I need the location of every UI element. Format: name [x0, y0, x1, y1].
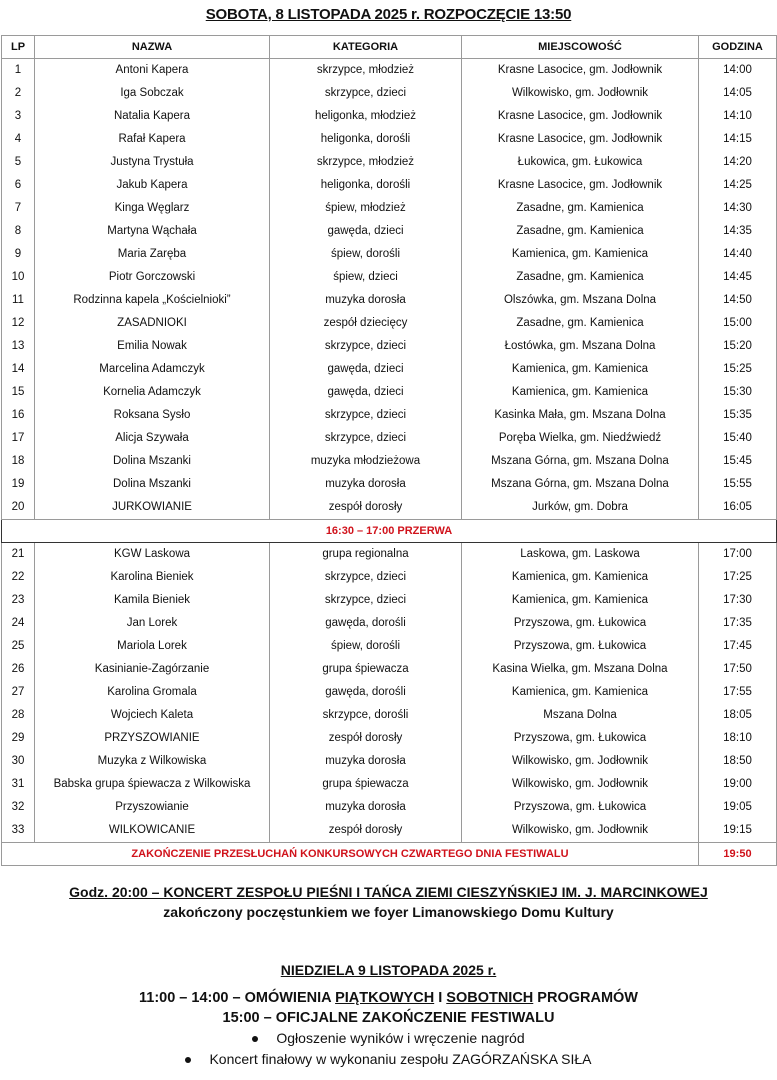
cell-lp: 5	[2, 151, 35, 174]
sunday-line-1-friday: PIĄTKOWYCH	[335, 990, 435, 1006]
cell-place: Wilkowisko, gm. Jodłownik	[462, 82, 699, 105]
cell-time: 15:40	[699, 427, 777, 450]
cell-lp: 9	[2, 243, 35, 266]
cell-place: Przyszowa, gm. Łukowica	[462, 635, 699, 658]
cell-category: skrzypce, dzieci	[270, 82, 462, 105]
table-row	[2, 473, 777, 496]
cell-place: Zasadne, gm. Kamienica	[462, 266, 699, 289]
cell-lp: 24	[2, 612, 35, 635]
cell-time: 14:10	[699, 105, 777, 128]
cell-place: Mszana Górna, gm. Mszana Dolna	[462, 450, 699, 473]
cell-time: 14:15	[699, 128, 777, 151]
cell-name: JURKOWIANIE	[35, 496, 270, 520]
header-lp: LP	[2, 36, 35, 59]
cell-category: śpiew, młodzież	[270, 197, 462, 220]
cell-category: gawęda, dorośli	[270, 681, 462, 704]
cell-category: gawęda, dzieci	[270, 358, 462, 381]
cell-name: Maria Zaręba	[35, 243, 270, 266]
cell-name: Kinga Węglarz	[35, 197, 270, 220]
sunday-line-2: 15:00 – OFICJALNE ZAKOŃCZENIE FESTIWALU	[222, 1010, 555, 1026]
cell-time: 15:35	[699, 404, 777, 427]
cell-category: gawęda, dorośli	[270, 612, 462, 635]
end-row	[2, 843, 777, 866]
cell-time: 14:35	[699, 220, 777, 243]
header-category: KATEGORIA	[270, 36, 462, 59]
cell-lp: 31	[2, 773, 35, 796]
table-row	[2, 589, 777, 612]
table-row	[2, 496, 777, 520]
cell-place: Kamienica, gm. Kamienica	[462, 566, 699, 589]
cell-place: Krasne Lasocice, gm. Jodłownik	[462, 174, 699, 197]
cell-place: Krasne Lasocice, gm. Jodłownik	[462, 59, 699, 83]
cell-lp: 14	[2, 358, 35, 381]
table-row	[2, 358, 777, 381]
cell-name: Muzyka z Wilkowiska	[35, 750, 270, 773]
cell-lp: 6	[2, 174, 35, 197]
cell-lp: 12	[2, 312, 35, 335]
cell-category: śpiew, dorośli	[270, 635, 462, 658]
cell-name: Jakub Kapera	[35, 174, 270, 197]
cell-place: Krasne Lasocice, gm. Jodłownik	[462, 128, 699, 151]
cell-name: Rafał Kapera	[35, 128, 270, 151]
cell-lp: 27	[2, 681, 35, 704]
cell-place: Zasadne, gm. Kamienica	[462, 312, 699, 335]
cell-name: Justyna Trystuła	[35, 151, 270, 174]
cell-time: 15:30	[699, 381, 777, 404]
cell-place: Zasadne, gm. Kamienica	[462, 220, 699, 243]
cell-time: 17:55	[699, 681, 777, 704]
concert-info	[0, 882, 777, 922]
cell-time: 15:45	[699, 450, 777, 473]
cell-lp: 26	[2, 658, 35, 681]
cell-time: 18:10	[699, 727, 777, 750]
cell-lp: 32	[2, 796, 35, 819]
cell-name: Natalia Kapera	[35, 105, 270, 128]
table-row	[2, 450, 777, 473]
cell-place: Kamienica, gm. Kamienica	[462, 243, 699, 266]
sunday-line-1	[0, 988, 777, 1008]
cell-category: skrzypce, dzieci	[270, 566, 462, 589]
cell-time: 19:00	[699, 773, 777, 796]
cell-name: Marcelina Adamczyk	[35, 358, 270, 381]
cell-place: Przyszowa, gm. Łukowica	[462, 796, 699, 819]
cell-time: 14:00	[699, 59, 777, 83]
cell-category: zespół dorosły	[270, 496, 462, 520]
break-row	[2, 520, 777, 543]
cell-lp: 10	[2, 266, 35, 289]
table-row	[2, 128, 777, 151]
cell-lp: 19	[2, 473, 35, 496]
cell-time: 15:20	[699, 335, 777, 358]
table-row	[2, 681, 777, 704]
cell-name: Wojciech Kaleta	[35, 704, 270, 727]
cell-lp: 2	[2, 82, 35, 105]
end-time: 19:50	[699, 843, 777, 866]
cell-time: 18:05	[699, 704, 777, 727]
cell-category: grupa śpiewacza	[270, 658, 462, 681]
cell-time: 14:45	[699, 266, 777, 289]
break-label: 16:30 – 17:00 PRZERWA	[2, 520, 777, 543]
cell-time: 14:25	[699, 174, 777, 197]
table-row	[2, 151, 777, 174]
table-row	[2, 750, 777, 773]
cell-time: 14:40	[699, 243, 777, 266]
sunday-line-1-prefix: 11:00 – 14:00 – OMÓWIENIA	[138, 990, 336, 1006]
cell-place: Kamienica, gm. Kamienica	[462, 358, 699, 381]
cell-name: Karolina Gromala	[35, 681, 270, 704]
cell-category: zespół dziecięcy	[270, 312, 462, 335]
sunday-line-1-mid: I	[434, 990, 447, 1006]
page-title: SOBOTA, 8 LISTOPADA 2025 r. ROZPOCZĘCIE 13:50	[205, 6, 572, 23]
bullet-icon	[252, 1036, 258, 1042]
bullet-text: Koncert finałowy w wykonaniu zespołu ZAGÓRZAŃSKA SIŁA	[209, 1051, 592, 1067]
list-item	[0, 1028, 777, 1049]
cell-place: Łostówka, gm. Mszana Dolna	[462, 335, 699, 358]
cell-place: Kasinka Mała, gm. Mszana Dolna	[462, 404, 699, 427]
header-place: MIEJSCOWOŚĆ	[462, 36, 699, 59]
cell-lp: 1	[2, 59, 35, 83]
cell-lp: 16	[2, 404, 35, 427]
cell-lp: 11	[2, 289, 35, 312]
cell-time: 15:25	[699, 358, 777, 381]
cell-time: 14:30	[699, 197, 777, 220]
cell-name: Babska grupa śpiewacza z Wilkowiska	[35, 773, 270, 796]
cell-category: gawęda, dzieci	[270, 381, 462, 404]
cell-lp: 28	[2, 704, 35, 727]
cell-name: Kasinianie-Zagórzanie	[35, 658, 270, 681]
table-row	[2, 404, 777, 427]
cell-category: heligonka, młodzież	[270, 105, 462, 128]
table-row	[2, 220, 777, 243]
cell-category: skrzypce, młodzież	[270, 151, 462, 174]
list-item	[0, 1049, 777, 1070]
sunday-line-1-suffix: PROGRAMÓW	[533, 990, 638, 1006]
table-row	[2, 335, 777, 358]
cell-lp: 21	[2, 543, 35, 567]
cell-name: Kornelia Adamczyk	[35, 381, 270, 404]
cell-name: Przyszowianie	[35, 796, 270, 819]
cell-place: Kamienica, gm. Kamienica	[462, 589, 699, 612]
table-row	[2, 612, 777, 635]
cell-place: Wilkowisko, gm. Jodłownik	[462, 819, 699, 843]
cell-category: muzyka dorosła	[270, 289, 462, 312]
table-row	[2, 427, 777, 450]
cell-category: heligonka, dorośli	[270, 128, 462, 151]
cell-time: 14:05	[699, 82, 777, 105]
cell-place: Mszana Dolna	[462, 704, 699, 727]
cell-lp: 3	[2, 105, 35, 128]
end-label: ZAKOŃCZENIE PRZESŁUCHAŃ KONKURSOWYCH CZWARTEGO DNIA FESTIWALU	[2, 843, 699, 866]
table-row	[2, 174, 777, 197]
table-row	[2, 819, 777, 843]
cell-lp: 15	[2, 381, 35, 404]
cell-place: Kasina Wielka, gm. Mszana Dolna	[462, 658, 699, 681]
cell-category: skrzypce, dorośli	[270, 704, 462, 727]
table-row	[2, 566, 777, 589]
cell-name: Mariola Lorek	[35, 635, 270, 658]
cell-time: 14:50	[699, 289, 777, 312]
cell-time: 17:30	[699, 589, 777, 612]
cell-place: Kamienica, gm. Kamienica	[462, 681, 699, 704]
cell-lp: 8	[2, 220, 35, 243]
sunday-day-heading: NIEDZIELA 9 LISTOPADA 2025 r.	[280, 962, 497, 978]
cell-category: skrzypce, dzieci	[270, 589, 462, 612]
cell-place: Wilkowisko, gm. Jodłownik	[462, 750, 699, 773]
cell-category: gawęda, dzieci	[270, 220, 462, 243]
cell-lp: 23	[2, 589, 35, 612]
cell-time: 14:20	[699, 151, 777, 174]
cell-lp: 7	[2, 197, 35, 220]
cell-name: PRZYSZOWIANIE	[35, 727, 270, 750]
table-row	[2, 773, 777, 796]
cell-category: grupa regionalna	[270, 543, 462, 567]
cell-name: KGW Laskowa	[35, 543, 270, 567]
sunday-line-1-saturday: SOBOTNICH	[446, 990, 534, 1006]
cell-time: 19:05	[699, 796, 777, 819]
cell-name: Antoni Kapera	[35, 59, 270, 83]
cell-category: muzyka dorosła	[270, 796, 462, 819]
cell-time: 18:50	[699, 750, 777, 773]
cell-place: Jurków, gm. Dobra	[462, 496, 699, 520]
table-row	[2, 658, 777, 681]
cell-category: muzyka dorosła	[270, 750, 462, 773]
table-row	[2, 796, 777, 819]
cell-time: 17:45	[699, 635, 777, 658]
cell-name: Martyna Wąchała	[35, 220, 270, 243]
cell-time: 17:35	[699, 612, 777, 635]
cell-name: Emilia Nowak	[35, 335, 270, 358]
cell-name: Alicja Szywała	[35, 427, 270, 450]
cell-category: skrzypce, dzieci	[270, 404, 462, 427]
cell-name: Kamila Bieniek	[35, 589, 270, 612]
cell-category: grupa śpiewacza	[270, 773, 462, 796]
cell-time: 15:55	[699, 473, 777, 496]
sunday-program	[0, 962, 777, 1070]
break-section	[2, 520, 777, 543]
cell-category: śpiew, dorośli	[270, 243, 462, 266]
header-name: NAZWA	[35, 36, 270, 59]
cell-category: zespół dorosły	[270, 819, 462, 843]
cell-name: Roksana Sysło	[35, 404, 270, 427]
cell-lp: 22	[2, 566, 35, 589]
cell-name: Jan Lorek	[35, 612, 270, 635]
cell-category: heligonka, dorośli	[270, 174, 462, 197]
concert-line-2: zakończony poczęstunkiem we foyer Limanowskiego Domu Kultury	[163, 904, 614, 920]
table-row	[2, 727, 777, 750]
table-row	[2, 289, 777, 312]
cell-lp: 13	[2, 335, 35, 358]
table-row	[2, 243, 777, 266]
table-row	[2, 381, 777, 404]
bullet-icon	[185, 1057, 191, 1063]
cell-category: skrzypce, młodzież	[270, 59, 462, 83]
cell-lp: 29	[2, 727, 35, 750]
cell-name: Karolina Bieniek	[35, 566, 270, 589]
cell-lp: 4	[2, 128, 35, 151]
cell-place: Przyszowa, gm. Łukowica	[462, 727, 699, 750]
cell-category: muzyka młodzieżowa	[270, 450, 462, 473]
cell-place: Mszana Górna, gm. Mszana Dolna	[462, 473, 699, 496]
end-section	[2, 843, 777, 866]
table-header-row	[2, 36, 777, 59]
table-row	[2, 312, 777, 335]
cell-time: 17:00	[699, 543, 777, 567]
cell-place: Zasadne, gm. Kamienica	[462, 197, 699, 220]
cell-place: Poręba Wielka, gm. Niedźwiedź	[462, 427, 699, 450]
cell-lp: 18	[2, 450, 35, 473]
cell-category: muzyka dorosła	[270, 473, 462, 496]
schedule-part-1	[2, 59, 777, 520]
schedule-table	[1, 35, 777, 866]
cell-lp: 25	[2, 635, 35, 658]
table-row	[2, 704, 777, 727]
cell-name: Iga Sobczak	[35, 82, 270, 105]
cell-lp: 33	[2, 819, 35, 843]
cell-category: skrzypce, dzieci	[270, 335, 462, 358]
cell-time: 17:25	[699, 566, 777, 589]
cell-name: Rodzinna kapela „Kościelnioki”	[35, 289, 270, 312]
cell-name: Piotr Gorczowski	[35, 266, 270, 289]
table-row	[2, 105, 777, 128]
table-row	[2, 635, 777, 658]
table-row	[2, 197, 777, 220]
table-row	[2, 82, 777, 105]
cell-place: Przyszowa, gm. Łukowica	[462, 612, 699, 635]
cell-time: 19:15	[699, 819, 777, 843]
header-time: GODZINA	[699, 36, 777, 59]
cell-place: Kamienica, gm. Kamienica	[462, 381, 699, 404]
cell-place: Łukowica, gm. Łukowica	[462, 151, 699, 174]
cell-place: Krasne Lasocice, gm. Jodłownik	[462, 105, 699, 128]
cell-lp: 30	[2, 750, 35, 773]
schedule-part-2	[2, 543, 777, 843]
table-row	[2, 266, 777, 289]
cell-category: śpiew, dzieci	[270, 266, 462, 289]
cell-category: skrzypce, dzieci	[270, 427, 462, 450]
cell-time: 17:50	[699, 658, 777, 681]
cell-category: zespół dorosły	[270, 727, 462, 750]
cell-name: Dolina Mszanki	[35, 450, 270, 473]
cell-name: ZASADNIOKI	[35, 312, 270, 335]
cell-lp: 17	[2, 427, 35, 450]
sunday-bullet-list	[0, 1028, 777, 1070]
cell-time: 16:05	[699, 496, 777, 520]
cell-place: Wilkowisko, gm. Jodłownik	[462, 773, 699, 796]
table-row	[2, 543, 777, 567]
cell-place: Laskowa, gm. Laskowa	[462, 543, 699, 567]
cell-name: WILKOWICANIE	[35, 819, 270, 843]
cell-lp: 20	[2, 496, 35, 520]
cell-place: Olszówka, gm. Mszana Dolna	[462, 289, 699, 312]
cell-name: Dolina Mszanki	[35, 473, 270, 496]
cell-time: 15:00	[699, 312, 777, 335]
concert-line-1: Godz. 20:00 – KONCERT ZESPOŁU PIEŚNI I TAŃCA ZIEMI CIESZYŃSKIEJ IM. J. MARCINKOWEJ	[69, 884, 708, 900]
bullet-text: Ogłoszenie wyników i wręczenie nagród	[276, 1030, 525, 1046]
table-row	[2, 59, 777, 83]
